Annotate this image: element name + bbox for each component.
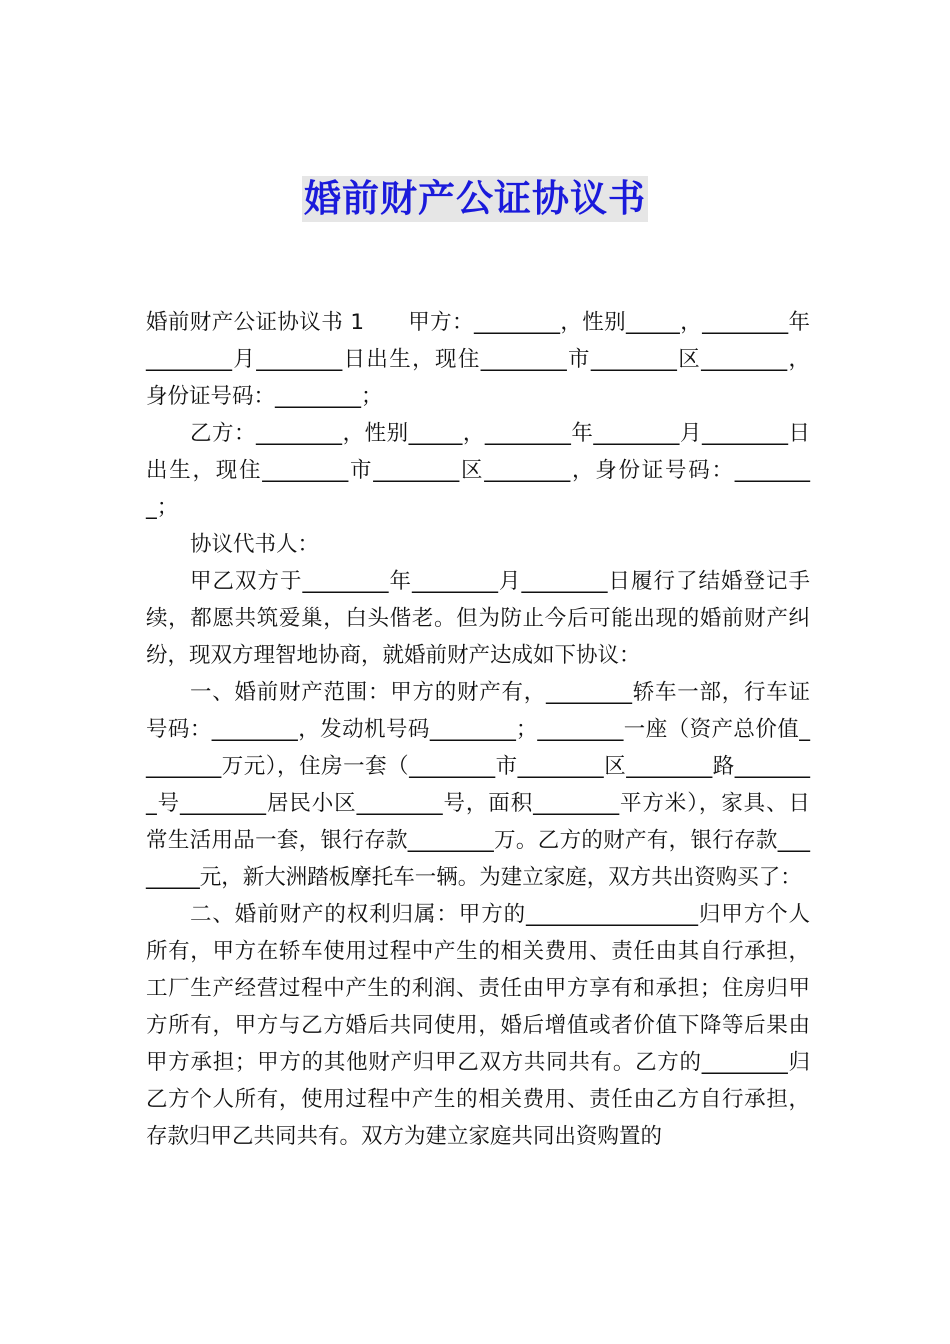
paragraph-scribe: 协议代书人： <box>190 532 320 557</box>
paragraph-clause-2: 二、婚前财产的权利归属：甲方的________________归甲方个人所有，甲方在轿车使用过程中产生的相关费用、责任由其自行承担，工厂生产经营过程中产生的利润、责任由甲方享有和承担；住房归甲方所有，甲方与乙方婚后共同使用，婚后增值或者价值下降等后果由甲方承担；甲方的其他财产归甲乙双方共同共有。乙方的________归乙方个人所有，使用过程中产生的相关费用、责任由乙方自行承担，存款归甲乙共同共有。双方为建立家庭共同出资购置的 <box>146 902 810 1149</box>
document-title: 婚前财产公证协议书 <box>304 177 646 220</box>
document-body <box>146 304 810 1155</box>
paragraph-clause-1: 一、婚前财产范围：甲方的财产有，________轿车一部，行车证号码：________，发动机号码________；________一座（资产总价值________万元），住房一套（________市________区________路________号________居民小区________号，面积________平方米），家具、日常生活用品一套，银行存款________万。乙方的财产有，银行存款________元，新大洲踏板摩托车一辆。为建立家庭，双方共出资购买了： <box>146 680 810 890</box>
paragraph-party-b: 乙方：________，性别_____，________年________月________日出生，现住________市________区________，身份证号码：________； <box>146 421 810 520</box>
paragraph-preamble: 甲乙双方于________年________月________日履行了结婚登记手续，都愿共筑爱巢，白头偕老。但为防止今后可能出现的婚前财产纠纷，现双方理智地协商，就婚前财产达成如下协议： <box>146 569 810 668</box>
paragraph-party-a: 婚前财产公证协议书 1 甲方：________，性别_____，________年________月________日出生，现住________市________区________，身份证号码：________； <box>146 310 810 409</box>
title-container <box>0 176 950 222</box>
